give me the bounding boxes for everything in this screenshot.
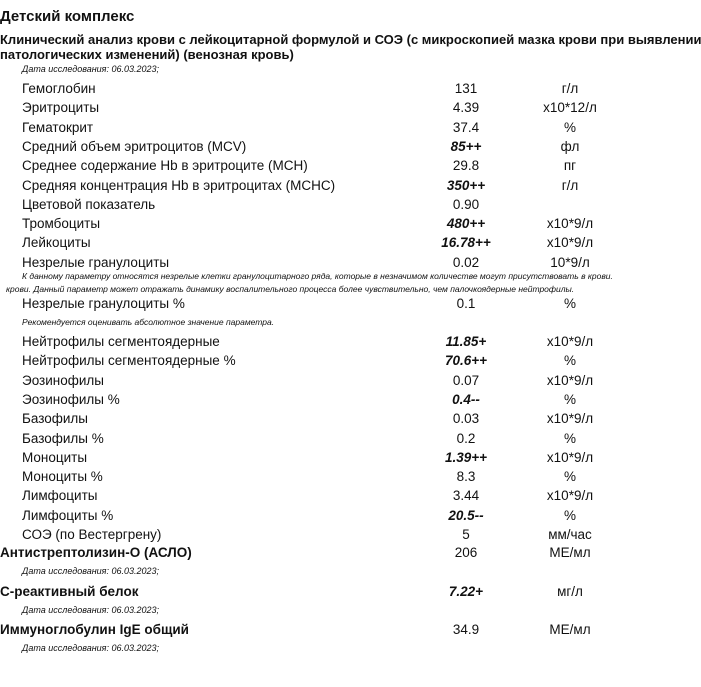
result-unit: x10*9/л bbox=[546, 449, 594, 465]
result-value: 0.2 bbox=[456, 430, 476, 446]
result-value: 4.39 bbox=[452, 100, 480, 116]
result-name: Гематокрит bbox=[22, 119, 94, 135]
ig-note-line2: крови. Данный параметр может отражать динамику воспалительного процесса более чувствительно, чем палочкоядерные нейтрофилы. bbox=[6, 284, 575, 294]
result-unit: фл bbox=[560, 138, 580, 154]
result-unit: % bbox=[563, 119, 576, 135]
crp-value: 7.22+ bbox=[448, 584, 484, 599]
result-name: СОЭ (по Вестергрену) bbox=[22, 527, 162, 542]
result-value: 8.3 bbox=[456, 469, 476, 485]
result-unit: x10*12/л bbox=[543, 100, 597, 116]
result-value: 350++ bbox=[446, 177, 486, 193]
result-unit: % bbox=[563, 353, 576, 369]
result-value: 16.78++ bbox=[441, 235, 491, 251]
result-value: 20.5-- bbox=[448, 507, 484, 523]
result-unit: x10*9/л bbox=[546, 372, 594, 388]
result-value: 0.02 bbox=[452, 254, 480, 270]
result-value: 1.39++ bbox=[444, 449, 488, 465]
result-name: Нейтрофилы сегментоядерные % bbox=[22, 353, 236, 369]
ige-name: Иммуноглобулин IgE общий bbox=[0, 622, 189, 637]
result-unit: % bbox=[563, 507, 576, 523]
aso-name: Антистрептолизин-О (АСЛО) bbox=[0, 545, 192, 560]
result-name: Моноциты % bbox=[22, 469, 103, 485]
ige-value: 34.9 bbox=[452, 622, 480, 637]
result-name: Лимфоциты % bbox=[22, 507, 114, 523]
result-name: Гемоглобин bbox=[22, 81, 96, 96]
result-value: 0.90 bbox=[452, 196, 480, 212]
result-name: Лейкоциты bbox=[22, 235, 91, 251]
ige-date: Дата исследования: 06.03.2023; bbox=[22, 643, 160, 653]
crp-name: С-реактивный белок bbox=[0, 584, 139, 599]
result-name: Нейтрофилы сегментоядерные bbox=[22, 334, 220, 349]
result-name: Эритроциты bbox=[22, 100, 100, 116]
result-unit: % bbox=[563, 469, 576, 485]
result-name: Среднее содержание Hb в эритроците (MCH) bbox=[22, 158, 308, 174]
ig-note-line1: К данному параметру относятся незрелые клетки гранулоцитарного ряда, которые в незначимом количестве могут присутствовать в крови. bbox=[22, 271, 613, 281]
section-title: Детский комплекс bbox=[0, 8, 135, 25]
result-unit: 10*9/л bbox=[550, 254, 590, 270]
result-value: 37.4 bbox=[452, 119, 480, 135]
result-value: 0.07 bbox=[452, 372, 480, 388]
result-name: Базофилы bbox=[22, 411, 88, 427]
result-unit: мм/час bbox=[548, 527, 592, 542]
crp-unit: мг/л bbox=[557, 584, 583, 599]
result-name: Базофилы % bbox=[22, 430, 104, 446]
cbc-date: Дата исследования: 06.03.2023; bbox=[22, 64, 160, 74]
result-value: 480++ bbox=[446, 216, 486, 232]
result-unit: x10*9/л bbox=[546, 235, 594, 251]
result-unit: % bbox=[563, 296, 576, 311]
result-name: Средняя концентрация Hb в эритроцитах (MCHC) bbox=[22, 177, 336, 193]
result-name: Средний объем эритроцитов (MCV) bbox=[22, 138, 247, 154]
result-value: 131 bbox=[454, 81, 478, 96]
result-name: Незрелые гранулоциты % bbox=[22, 296, 185, 311]
result-name: Эозинофилы % bbox=[22, 391, 120, 407]
aso-date: Дата исследования: 06.03.2023; bbox=[22, 566, 160, 576]
crp-date: Дата исследования: 06.03.2023; bbox=[22, 605, 160, 615]
result-name: Моноциты bbox=[22, 449, 88, 465]
result-unit: x10*9/л bbox=[546, 411, 594, 427]
result-value: 0.03 bbox=[452, 411, 480, 427]
ig-percent-note: Рекомендуется оценивать абсолютное значение параметра. bbox=[22, 317, 275, 327]
result-unit: г/л bbox=[561, 81, 579, 96]
result-name: Незрелые гранулоциты bbox=[22, 254, 170, 270]
result-value: 11.85+ bbox=[445, 334, 487, 349]
cbc-title-line1: Клинический анализ крови с лейкоцитарной формулой и СОЭ (с микроскопией мазка крови при выявлении bbox=[0, 32, 701, 47]
result-name: Лимфоциты bbox=[22, 488, 98, 504]
result-unit: пг bbox=[563, 158, 577, 174]
cbc-title-line2: патологических изменений) (венозная кровь) bbox=[0, 47, 294, 62]
result-value: 0.1 bbox=[456, 296, 476, 311]
result-unit: x10*9/л bbox=[546, 334, 594, 349]
result-unit: % bbox=[563, 391, 576, 407]
ige-unit: МЕ/мл bbox=[549, 622, 591, 637]
result-value: 29.8 bbox=[452, 158, 480, 174]
result-name: Эозинофилы bbox=[22, 372, 104, 388]
result-unit: x10*9/л bbox=[546, 216, 594, 232]
result-value: 5 bbox=[462, 527, 470, 542]
result-value: 3.44 bbox=[452, 488, 480, 504]
aso-value: 206 bbox=[454, 545, 478, 560]
result-unit: x10*9/л bbox=[546, 488, 594, 504]
result-unit: г/л bbox=[561, 177, 579, 193]
result-value: 85++ bbox=[450, 138, 482, 154]
result-value: 0.4-- bbox=[452, 391, 480, 407]
result-name: Цветовой показатель bbox=[22, 196, 156, 212]
result-unit: % bbox=[563, 430, 576, 446]
aso-unit: МЕ/мл bbox=[549, 545, 591, 560]
result-name: Тромбоциты bbox=[22, 216, 101, 232]
result-value: 70.6++ bbox=[444, 353, 488, 369]
